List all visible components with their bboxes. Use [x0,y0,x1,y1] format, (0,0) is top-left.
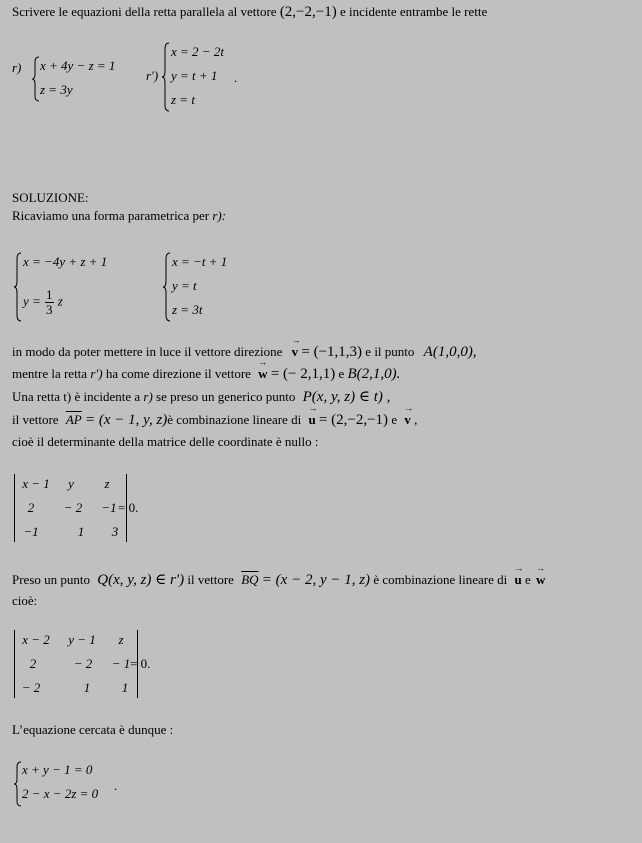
vector-u-value: = (2,−2,−1) [318,412,389,428]
final-eq-1: x + y − 1 = 0 [22,762,93,777]
problem-vector: (2,−2,−1) [279,4,337,20]
det1-cell: 2 [27,500,35,515]
problem-statement [12,4,487,21]
rp-eq-2: y = t + 1 [171,68,218,83]
paragraph-line-7: cioè: [12,593,38,608]
paragraph-line-2 [12,366,400,383]
rp-eq-3: z = t [171,92,195,107]
det2-cell: − 2 [21,680,41,695]
det1-cell: z [104,476,110,491]
det2-cell: y − 1 [68,632,96,647]
det-bar-left [14,474,15,542]
det1-equals: = 0. [118,500,139,515]
text: il vettore [187,572,234,587]
vector-AP: $\overline{AP}$ [65,412,82,427]
det2-cell: z [118,632,124,647]
paragraph-line-1 [12,344,477,361]
param-system-r [14,250,164,322]
r-eq-2: z = 3y [40,82,73,97]
det-bar-left [14,630,15,698]
det1-cell: 1 [77,524,85,539]
det2-cell: − 1 [111,656,131,671]
vector-BQ: $\overline{BQ}$ [241,572,259,587]
text: e il punto [365,344,415,359]
left-brace-icon [14,252,22,322]
text: e [524,572,531,587]
frac-pre: y = [23,293,41,309]
text: , [414,412,418,427]
vector-w: → w [536,572,545,588]
line1-text: Ricaviamo una forma parametrica per [12,208,210,223]
vector-u: → u [308,412,315,428]
r-system [32,54,142,104]
det1-cell: x − 1 [22,476,50,491]
det2-cell: x − 2 [22,632,50,647]
det2-cell: − 2 [73,656,93,671]
text: il vettore [12,412,59,427]
problem-outro: e incidente entrambe le rette [339,4,488,19]
vector-BQ-value: = (x − 2, y − 1, z) [261,572,371,588]
text: Preso un punto [12,572,90,587]
paragraph-line-8: L’equazione cercata è dunque : [12,722,174,737]
left-brace-icon [163,252,171,322]
param-r-eq-1: x = −4y + z + 1 [23,254,108,269]
text: e [338,366,345,381]
text: Una retta t) è incidente a [12,389,141,404]
fraction-denominator: 3 [46,302,53,317]
determinant-2 [12,630,142,700]
det1-cell: y [68,476,74,491]
paragraph-line-4 [12,412,417,429]
frac-post: z [57,293,63,309]
vector-v: → v [404,412,411,428]
r-label: r) [12,60,22,75]
paragraph-line-3 [12,387,390,406]
line-r: r) [143,389,153,404]
final-end: . [114,778,118,793]
solution-line-1 [12,208,226,224]
text: ha come direzione il vettore [105,366,251,381]
det2-cell: 1 [83,680,91,695]
text: in modo da poter mettere in luce il vettore direzione [12,344,283,359]
text: è combinazione lineare di [373,572,508,587]
rp-label: r′) [146,68,159,83]
line1-math: r): [212,208,227,223]
det2-equals: = 0. [130,656,151,671]
det2-cell: 2 [29,656,37,671]
det1-cell: − 2 [63,500,83,515]
paragraph-line-5: cioè il determinante della matrice delle coordinate è nullo : [12,434,319,449]
r-eq-1: x + 4y − z = 1 [40,58,116,73]
param-t-eq-3: z = 3t [172,302,203,317]
param-t-eq-1: x = −t + 1 [172,254,228,269]
rp-system [162,40,272,112]
det2-cell: 1 [121,680,129,695]
vector-u: → u [514,572,521,588]
left-brace-icon [162,42,170,112]
text: se preso un generico punto [156,389,296,404]
det1-cell: −1 [101,500,117,515]
rp-eq-1: x = 2 − 2t [171,44,224,59]
vector-v-value: = (−1,1,3) [301,344,363,360]
problem-intro: Scrivere le equazioni della retta parallela al vettore [12,4,277,19]
vector-w-value: = (− 2,1,1) [270,366,336,382]
param-r-eq-2 [23,288,63,317]
det1-cell: 3 [111,524,119,539]
text: e [391,412,398,427]
det1-cell: −1 [23,524,39,539]
vector-AP-value: = (x − 1, y, z) [84,412,168,428]
param-t-eq-2: y = t [172,278,197,293]
fraction-numerator: 1 [46,287,53,302]
left-brace-icon [32,56,40,102]
fraction [45,288,54,317]
final-eq-2: 2 − x − 2z = 0 [22,786,99,801]
vector-v: → v [292,344,299,360]
line-r-prime: r′) [90,366,103,381]
text: mentre la retta [12,366,88,381]
left-brace-icon [14,761,22,807]
solution-heading: SOLUZIONE: [12,190,89,205]
point-Q: Q(x, y, z) ∈ r′) [97,572,185,588]
param-system-t [163,250,283,322]
rp-end: . [234,70,238,85]
point-P: P(x, y, z) ∈ t) , [302,389,391,405]
text: è combinazione lineare di [167,412,302,427]
determinant-1 [12,474,132,544]
vector-w: → w [258,366,267,382]
point-B: B(2,1,0). [347,366,401,382]
paragraph-line-6 [12,570,545,589]
point-A: A(1,0,0), [423,344,477,360]
